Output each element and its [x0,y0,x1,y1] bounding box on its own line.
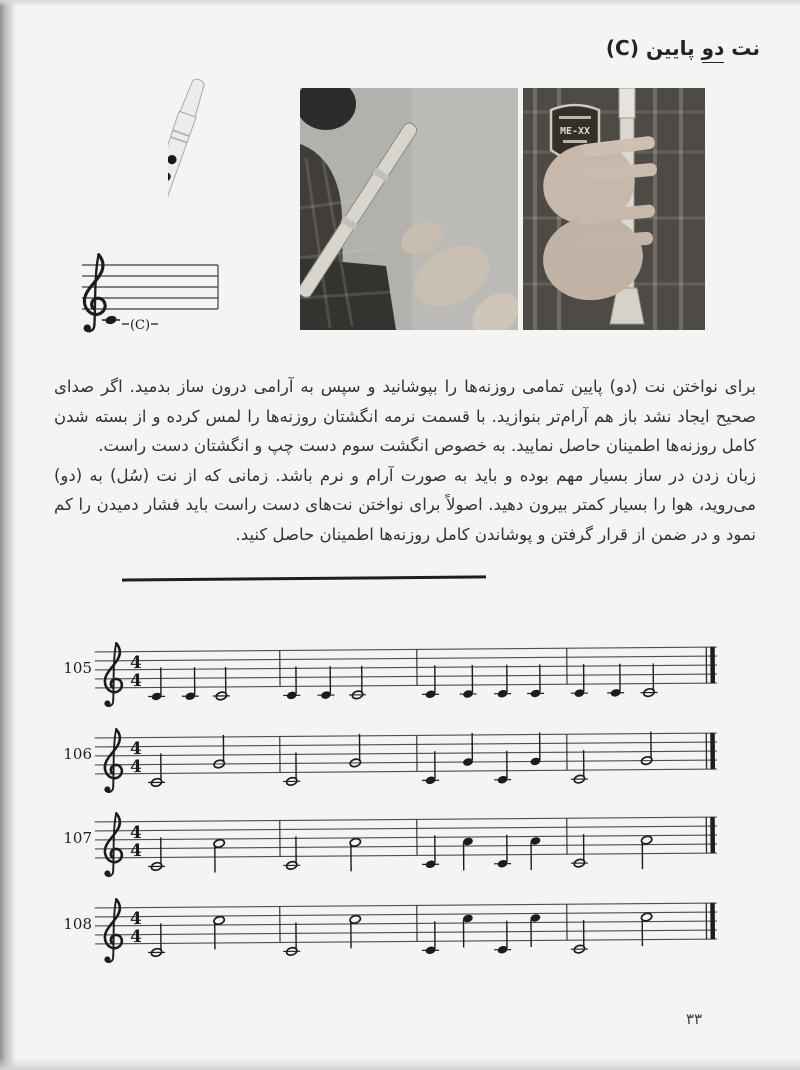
photo-player-side-view [300,88,518,330]
staff-line [95,769,717,774]
note-c4-quarter [527,664,544,698]
staff-notation [86,805,735,894]
note-a4-quarter [462,837,474,871]
note-c4-quarter [422,751,439,785]
note-c4-half [148,837,165,871]
note-c4-quarter [148,667,165,701]
svg-text:4: 4 [129,757,142,778]
staff-line [95,733,717,738]
svg-text:4: 4 [129,927,142,948]
note-c4-quarter [283,666,300,700]
note-c4-quarter [494,751,511,785]
recorder-mouthpiece [180,77,207,117]
staff-line [95,930,717,935]
title-pre: نت [724,36,760,60]
note-c4-quarter [422,665,439,699]
low-c-notehead [105,315,118,326]
svg-text:4: 4 [129,653,142,674]
staff-notation [86,891,735,980]
note-c4-quarter [607,664,624,698]
svg-text:4: 4 [129,823,142,844]
note-c4-quarter [317,666,334,700]
staff-line [95,683,717,688]
note-c5-half [640,912,652,946]
note-c4-quarter [494,921,511,955]
staff-notation [86,721,735,810]
staff-line [95,844,717,849]
staff-line [95,835,717,840]
title-post: پایین (C) [605,36,702,60]
note-c4-half [283,922,300,956]
time-signature [130,909,142,947]
note-c4-half [349,666,366,700]
staff-line [95,656,717,661]
section-divider-rule [122,575,486,581]
staff-notation [86,635,735,724]
note-c4-quarter [494,665,511,699]
note-c5-half [213,915,225,949]
note-c4-quarter [422,921,439,955]
staff-line [95,674,717,679]
note-c4-half [283,836,300,870]
staff-line [95,912,717,917]
staff-line [95,826,717,831]
exercise-number: 107 [63,829,92,847]
page-number: ۳۳ [686,1010,703,1028]
staff-line [95,742,717,747]
note-c4-half [571,920,588,954]
note-name-label: (C) [129,318,151,333]
time-signature [130,823,142,861]
staff-line [95,853,717,858]
note-c4-quarter [494,835,511,869]
note-c4-half [571,834,588,868]
svg-text:4: 4 [129,671,142,692]
note-c4-half [148,753,165,787]
note-c5-quarter [530,913,542,947]
note-c5-half [349,914,361,948]
note-c4-quarter [422,835,439,869]
treble-clef-icon [84,255,106,332]
note-c4-half [640,664,657,698]
exercise-system-105 [0,640,800,724]
note-c4-quarter [182,667,199,701]
staff-line [95,760,717,765]
time-signature [130,653,142,691]
note-c5-quarter [462,914,474,948]
exercise-system-107 [0,810,800,894]
staff-line [95,647,717,652]
note-a4-half [641,835,653,869]
note-g4-quarter [529,732,541,766]
time-signature [130,739,142,777]
treble-clef-icon [104,643,122,706]
note-c4-quarter [459,665,476,699]
note-c4-half [283,752,300,786]
staff-line [95,921,717,926]
staff-line [95,665,717,670]
final-barline-thick [710,903,715,939]
note-c4-half [571,750,588,784]
staff-line [95,751,717,756]
treble-clef-icon [104,899,122,962]
badge-text: ME-XX [559,126,591,137]
recorder-head-joint [619,88,635,118]
exercise-number: 105 [63,659,92,677]
note-c4-half [213,667,230,701]
svg-text:4: 4 [129,739,142,760]
exercise-system-108 [0,896,800,980]
exercise-number: 106 [63,745,92,763]
note-a4-quarter [530,836,542,870]
staff-line [95,939,717,944]
instruction-text [54,372,756,549]
exercise-system-106 [0,726,800,810]
scan-bottom-edge-shadow [0,1058,800,1070]
note-a4-half [213,838,225,872]
photo-right-art [523,88,705,330]
page-title [606,36,760,60]
exercise-number: 108 [63,915,92,933]
svg-text:4: 4 [129,909,142,930]
staff-line [95,903,717,908]
photo-left-art [300,88,518,330]
treble-clef-icon [104,813,122,876]
note-g4-quarter [462,733,474,767]
paragraph-1: برای نواختن نت (دو) پایین تمامی روزنه‌ها را بپوشانید و سپس به آرامی درون ساز بدمید. اگر صدای صحیح ایجاد نشد باز هم آرام‌تر بنوازید. با قسمت نرمه انگشتان روزنه‌ها را لمس کرده و از بسته شدن کامل روزنه‌ها اطمینان حاصل نمایید. به خصوص انگشت سوم دست چپ و انگشتان دست راست. [54,377,756,455]
note-a4-half [349,837,361,871]
final-barline-thick [710,733,715,769]
treble-clef-icon [104,729,122,792]
note-c4-half [148,923,165,957]
final-barline-thick [710,817,715,853]
scan-top-edge-shadow [0,0,800,7]
final-barline-thick [710,647,715,683]
paragraph-2: زبان زدن در ساز بسیار مهم بوده و باید به صورت آرام و نرم باشد. زمانی که از نت (سُل) به (دو) می‌روید، هوا را بسیار کمتر بیرون دهید. اصولاً برای نواختن نت‌های دست راست باید فشار دمیدن را کم نمود و در ضمن از قرار گرفتن و پوشاندن کامل روزنه‌ها اطمینان حاصل کنید. [54,465,756,544]
staff-line [95,817,717,822]
photo-hands-closeup [523,88,705,330]
note-c4-quarter [571,664,588,698]
title-underlined-word: دو [702,36,725,63]
svg-text:4: 4 [129,841,142,862]
intro-staff-low-c [60,248,230,348]
